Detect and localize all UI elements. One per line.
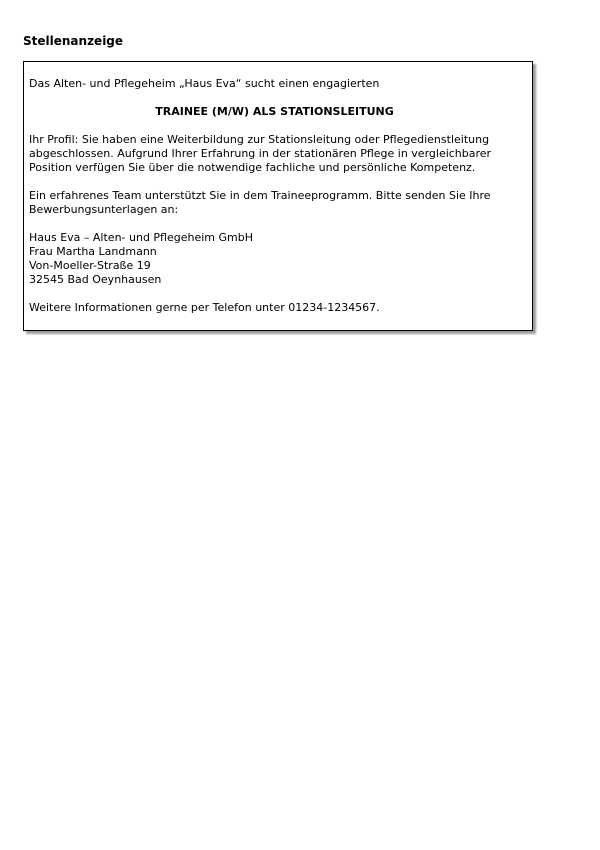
- address-block: [29, 231, 520, 287]
- profile-line: Position verfügen Sie über die notwendige fachliche und persönliche Kompetenz.: [29, 161, 476, 174]
- job-ad-box: [23, 61, 533, 331]
- profile-paragraph: [29, 133, 520, 175]
- profile-line: Ihr Profil: Sie haben eine Weiterbildung zur Stationsleitung oder Pflegedienstleitung: [29, 133, 490, 146]
- address-city: 32545 Bad Oeynhausen: [29, 273, 162, 286]
- spacer: [29, 119, 520, 133]
- ad-headline: TRAINEE (M/W) ALS STATIONSLEITUNG: [155, 105, 394, 118]
- spacer: [29, 91, 520, 105]
- team-line: Bewerbungsunterlagen an:: [29, 203, 179, 216]
- spacer: [29, 175, 520, 189]
- spacer: [29, 287, 520, 301]
- ad-intro: Das Alten- und Pflegeheim „Haus Eva“ sucht einen engagierten: [29, 77, 380, 90]
- address-street: Von-Moeller-Straße 19: [29, 259, 151, 272]
- team-line: Ein erfahrenes Team unterstützt Sie in dem Traineeprogramm. Bitte senden Sie Ihre: [29, 189, 491, 202]
- contact-info: Weitere Informationen gerne per Telefon unter 01234-1234567.: [29, 301, 380, 314]
- address-company: Haus Eva – Alten- und Pflegeheim GmbH: [29, 231, 254, 244]
- spacer: [29, 217, 520, 231]
- page-title: Stellenanzeige: [23, 34, 124, 48]
- profile-line: abgeschlossen. Aufgrund Ihrer Erfahrung in der stationären Pflege in vergleichbarer: [29, 147, 492, 160]
- address-contact-person: Frau Martha Landmann: [29, 245, 157, 258]
- team-paragraph: [29, 189, 520, 217]
